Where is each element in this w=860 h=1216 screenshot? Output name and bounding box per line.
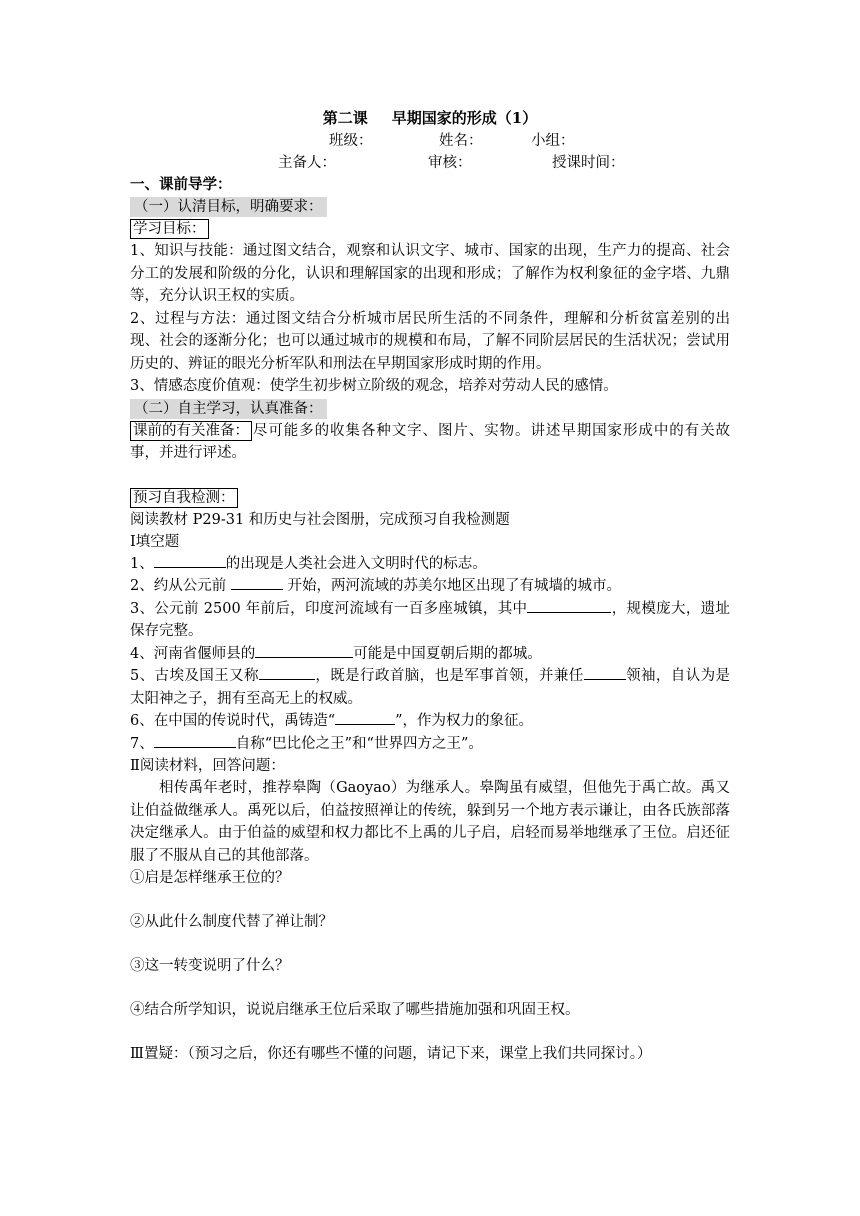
answer-blank-6[interactable]: [335, 710, 395, 725]
reading-question-3: ③这一转变说明了什么？: [130, 958, 290, 974]
lesson-title: 早期国家的形成（1）: [391, 109, 538, 127]
reading-passage: 相传禹年老时，推荐皋陶（Gaoyao）为继承人。皋陶虽有威望，但他先于禹亡故。禹又让伯益做继承人。禹死以后，伯益按照禅让的传统，躲到另一个地方表示谦让，由各氏族部落决定继承人。由于伯益的威望和权力都比不上禹的儿子启，启轻而易举地继承了王位。启还征服了不服从自己的其他部落。: [130, 780, 730, 864]
q5-middle: ，既是行政首脑，也是军事首领，并兼任: [314, 668, 584, 684]
learning-goals-label: 学习目标：: [130, 219, 209, 239]
fill-blank-title: Ⅰ填空题: [130, 533, 180, 550]
question-7: [130, 733, 730, 756]
time-label: 授课时间：: [552, 155, 625, 171]
q7-suffix: 自称“巴比伦之王”和“世界四方之王”。: [235, 735, 483, 752]
page-title: [130, 106, 730, 130]
q2-prefix: 2、约从公元前: [130, 578, 231, 594]
part-two-heading: （二）自主学习，认真准备：: [130, 399, 327, 419]
reading-question-1: ①启是怎样继承王位的？: [130, 870, 290, 886]
q4-prefix: 4、河南省偃师县的: [130, 645, 256, 662]
worksheet-page: [130, 100, 730, 1065]
question-5: [130, 665, 730, 710]
question-2: [130, 575, 730, 598]
class-label: 班级：: [329, 133, 373, 149]
q5-suffix: 领袖，自认为是太阳神之子，拥有至高无上的权威。: [130, 668, 731, 707]
self-test-label: 预习自我检测：: [130, 488, 238, 508]
lesson-number: 第二课: [322, 109, 368, 127]
answer-blank-1[interactable]: [154, 553, 226, 568]
student-info-line: [130, 130, 730, 152]
q1-prefix: 1、: [130, 555, 154, 572]
question-6: [130, 710, 730, 733]
q6-suffix: ”，作为权力的象征。: [395, 713, 534, 729]
name-label: 姓名：: [439, 133, 483, 149]
q7-prefix: 7、: [130, 735, 154, 752]
reading-question-4: ④结合所学知识，说说启继承王位后采取了哪些措施加强和巩固王权。: [130, 1002, 580, 1018]
q4-suffix: 可能是中国夏朝后期的都城。: [353, 645, 542, 662]
preparation-label: 课前的有关准备：: [130, 421, 252, 441]
question-3: [130, 598, 730, 643]
answer-blank-3[interactable]: [527, 598, 611, 613]
reading-title: Ⅱ阅读材料，回答问题：: [130, 758, 285, 774]
goal-knowledge: 1、知识与技能：通过图文结合，观察和认识文字、城市、国家的出现，生产力的提高、社会分工的发展和阶级的分化，认识和理解国家的出现和形成；了解作为权利象征的金字塔、九鼎等，充分认识王权的实质。: [130, 243, 730, 304]
section-heading: 一、课前导学：: [130, 176, 232, 193]
q5-prefix: 5、古埃及国王又称: [130, 668, 259, 684]
reading-question-2: ②从此什么制度代替了禅让制？: [130, 914, 333, 930]
answer-blank-4[interactable]: [255, 643, 353, 658]
group-label: 小组：: [531, 133, 575, 149]
doubt-prompt: Ⅲ置疑：（预习之后，你还有哪些不懂的问题，请记下来，课堂上我们共同探讨。）: [130, 1046, 652, 1062]
q3-suffix: ，规模庞大，遗址保存完整。: [130, 600, 730, 639]
preparation-paragraph: [130, 420, 730, 465]
answer-blank-5b[interactable]: [584, 665, 626, 680]
question-4: [130, 643, 730, 666]
question-1: [130, 553, 730, 576]
answer-blank-5a[interactable]: [259, 665, 315, 680]
answer-blank-7[interactable]: [154, 733, 236, 748]
answer-space-3[interactable]: [130, 977, 730, 999]
answer-space-4[interactable]: [130, 1021, 730, 1043]
self-test-instruction: 阅读教材 P29-31 和历史与社会图册，完成预习自我检测题: [130, 511, 510, 528]
answer-space-2[interactable]: [130, 933, 730, 955]
preparer-label: 主备人：: [278, 155, 336, 171]
q3-prefix: 3、公元前 2500 年前后，印度河流域有一百多座城镇，其中: [130, 600, 528, 617]
reviewer-label: 审核：: [428, 155, 472, 171]
answer-space-1[interactable]: [130, 889, 730, 911]
q6-prefix: 6、在中国的传说时代，禹铸造“: [130, 713, 336, 729]
answer-blank-2[interactable]: [231, 575, 283, 590]
goal-attitude: 3、情感态度价值观：使学生初步树立阶级的观念，培养对劳动人民的感情。: [130, 378, 618, 394]
preparation-text: 尽可能多的收集各种文字、图片、实物。讲述早期国家形成中的有关故事，并进行评述。: [130, 422, 730, 461]
goal-process: 2、过程与方法：通过图文结合分析城市居民所生活的不同条件，理解和分析贫富差别的出现、社会的逐渐分化；也可以通过城市的规模和布局，了解不同阶层居民的生活状况；尝试用历史的、辨证的眼光分析军队和刑法在早期国家形成时期的作用。: [130, 310, 730, 372]
spacer: [130, 465, 730, 487]
staff-info-line: [130, 152, 730, 174]
part-one-heading: （一）认清目标，明确要求：: [130, 197, 327, 217]
q2-suffix: 开始，两河流域的苏美尔地区出现了有城墙的城市。: [282, 578, 621, 594]
q1-suffix: 的出现是人类社会进入文明时代的标志。: [225, 555, 487, 572]
